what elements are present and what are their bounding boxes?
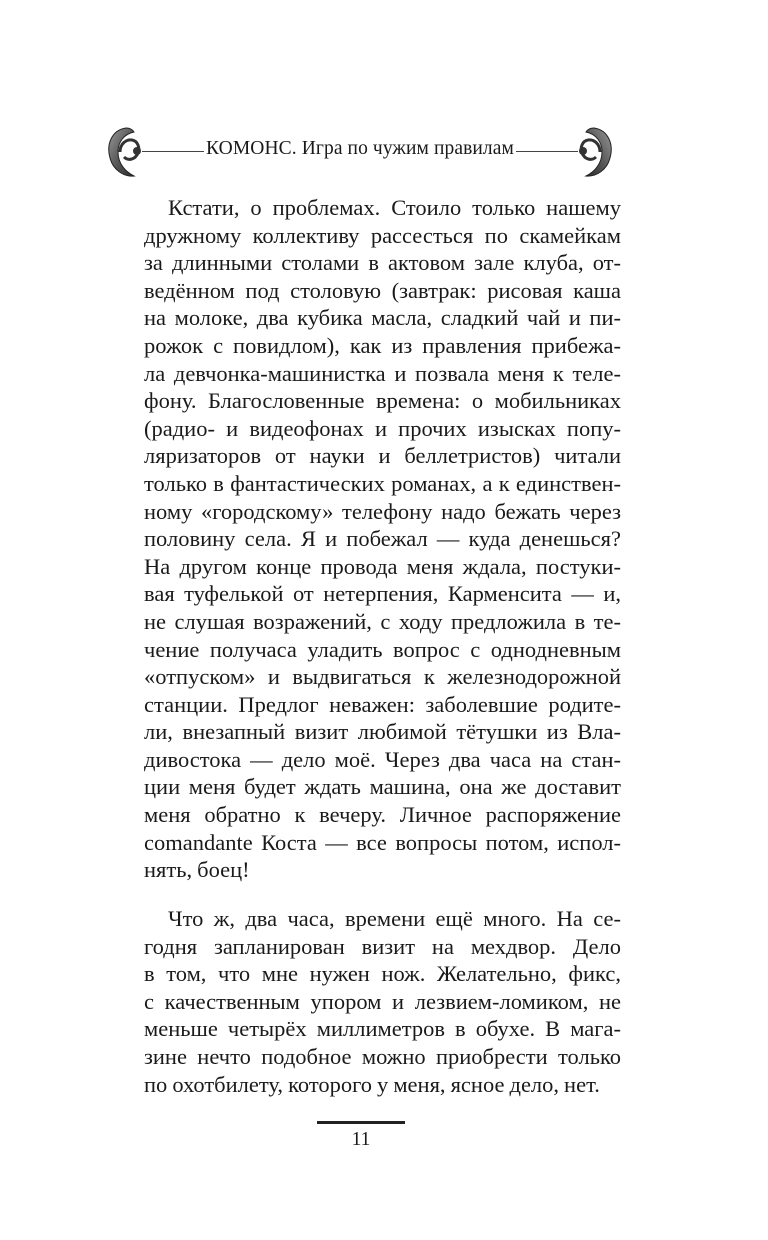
text-line: по охотбилету, которого у меня, ясное дело, нет. bbox=[144, 1071, 600, 1097]
paragraph-2 bbox=[144, 905, 621, 1098]
text-line: (радио- и видеофонах и прочих изысках попу- bbox=[144, 415, 621, 441]
text-line: ла девчонка-машинистка и позвала меня к теле- bbox=[144, 360, 621, 386]
text-line: ли, внезапный визит любимой тётушки из Вла- bbox=[144, 719, 621, 745]
text-line: станции. Предлог неважен: заболевшие родите- bbox=[144, 691, 621, 717]
paragraph-1 bbox=[144, 194, 621, 884]
text-line: только в фантастических романах, а к единствен- bbox=[144, 470, 621, 496]
text-line: половину села. Я и побежал — куда денешься? bbox=[144, 526, 621, 552]
text-line: не слушая возражений, с ходу предложила в те- bbox=[144, 608, 621, 634]
text-line: ляризаторов от науки и беллетристов) читали bbox=[144, 443, 621, 469]
text-line: вая туфелькой от нетерпения, Карменсита — и, bbox=[144, 581, 621, 607]
text-line: на молоке, два кубика масла, сладкий чай и пи- bbox=[144, 305, 621, 331]
text-line: годня запланирован визит на мехдвор. Дело bbox=[144, 933, 621, 959]
text-line: чение получаса уладить вопрос с однодневным bbox=[144, 636, 621, 662]
text-line: за длинными столами в актовом зале клуба, от- bbox=[144, 250, 621, 276]
text-line: Кстати, о проблемах. Стоило только нашему bbox=[168, 195, 621, 220]
text-line: в том, что мне нужен нож. Желательно, фикс, bbox=[144, 961, 621, 987]
text-line: меньше четырёх миллиметров в обухе. В мага- bbox=[144, 1016, 621, 1042]
text-line: зине нечто подобное можно приобрести только bbox=[144, 1043, 621, 1069]
header-title: КОМОНС. Игра по чужим правилам bbox=[206, 138, 514, 159]
text-line: ведённом под столовую (завтрак: рисовая каша bbox=[144, 277, 621, 303]
text-line: дружному коллективу рассесться по скамейкам bbox=[144, 222, 621, 248]
page-number: 11 bbox=[351, 1129, 371, 1150]
text-line: ному «городскому» телефону надо бежать через bbox=[144, 498, 621, 524]
text-line: рожок с повидлом), как из правления прибежа- bbox=[144, 332, 621, 358]
text-line: нять, боец! bbox=[144, 857, 250, 883]
footer-rule bbox=[317, 1121, 405, 1124]
text-line: дивостока — дело моё. Через два часа на стан- bbox=[144, 746, 621, 772]
text-line: фону. Благословенные времена: о мобильниках bbox=[144, 388, 621, 414]
text-line: с качественным упором и лезвием-ломиком, не bbox=[144, 988, 621, 1014]
text-line: comandante Коста — все вопросы потом, испол- bbox=[144, 829, 621, 855]
text-line: меня обратно к вечеру. Личное распоряжение bbox=[144, 802, 621, 828]
text-line: «отпуском» и выдвигаться к железнодорожной bbox=[144, 664, 621, 690]
text-line: Что ж, два часа, времени ещё много. На се- bbox=[168, 906, 621, 931]
running-header bbox=[104, 122, 616, 182]
text-line: ции меня будет ждать машина, она же доставит bbox=[144, 774, 621, 800]
ornament-right-icon bbox=[568, 122, 616, 182]
text-line: На другом конце провода меня ждала, постуки- bbox=[144, 553, 621, 579]
